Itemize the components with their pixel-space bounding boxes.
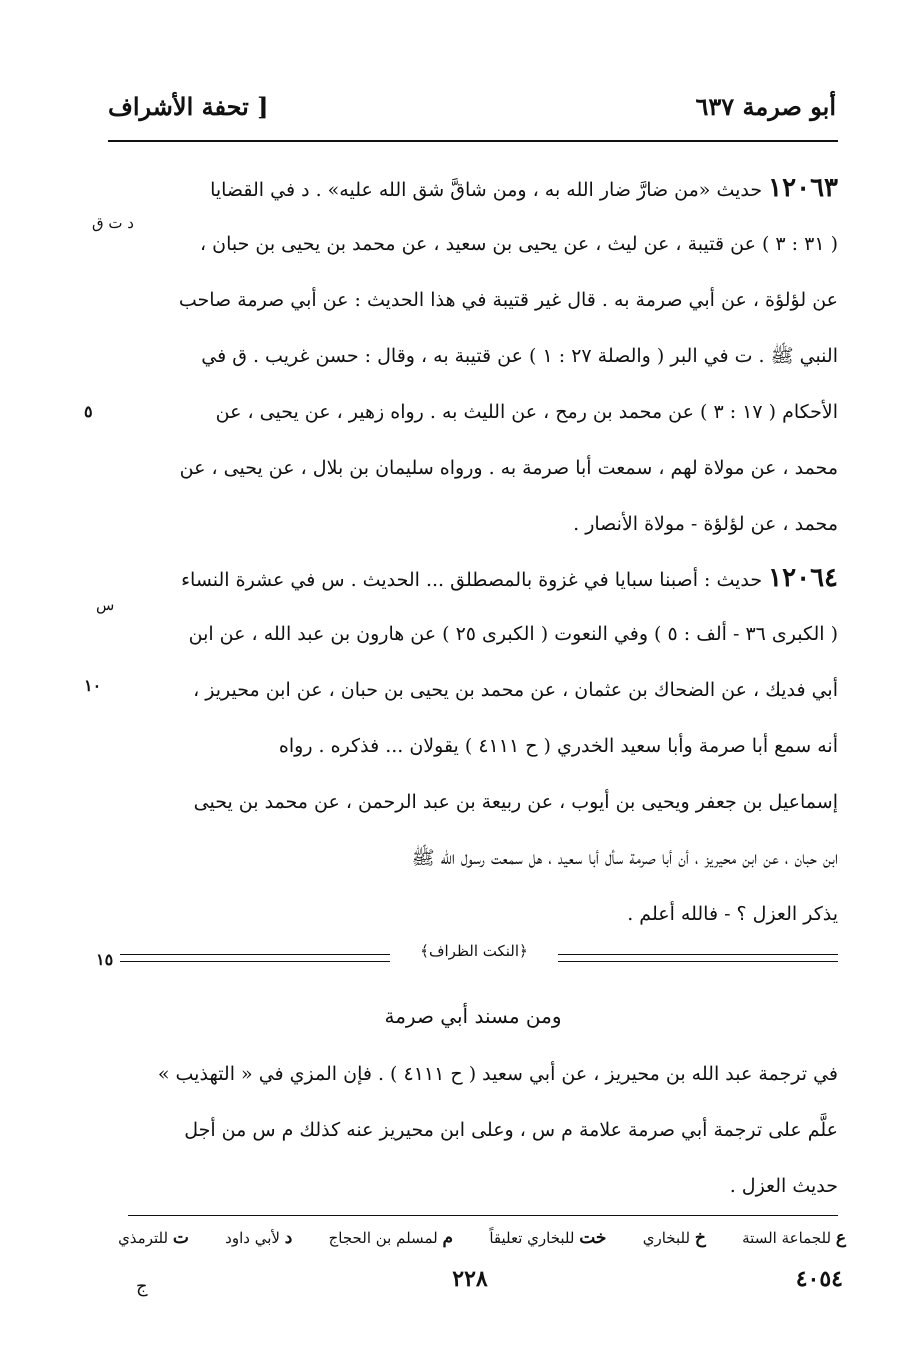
margin-number-15: ١٥ <box>96 950 114 969</box>
abbrev-item: د لأبي داود <box>225 1228 293 1248</box>
page-number: ٢٢٨ <box>452 1266 488 1292</box>
entry1-side-note: د ت ق <box>92 214 134 232</box>
abbrev-item: خ للبخاري <box>642 1228 706 1248</box>
entry1-line-2: ( ٣١ : ٣ ) عن قتيبة ، عن ليث ، عن يحيى بن سعيد ، عن محمد بن يحيى بن حبان ، <box>199 233 838 255</box>
entry2-line-5: إسماعيل بن جعفر ويحيى بن أيوب ، عن ربيعة بن عبد الرحمن ، عن محمد بن يحيى <box>193 791 838 813</box>
entry2-line-7: يذكر العزل ؟ - فالله أعلم . <box>627 903 838 925</box>
abbrev-item: خت للبخاري تعليقاً <box>489 1228 607 1248</box>
header-title-left: [ تحفة الأشراف <box>108 92 269 121</box>
section-line-2: علَّم على ترجمة أبي صرمة علامة م س ، وعلى ابن محيريز عنه كذلك م س من أجل <box>184 1119 838 1141</box>
entry1-line-5: الأحكام ( ١٧ : ٣ ) عن محمد بن رمح ، عن الليث به . رواه زهير ، عن يحيى ، عن <box>215 401 838 423</box>
section-body <box>108 1046 838 1214</box>
ornament-line-left <box>120 954 390 962</box>
footer-rule <box>128 1215 838 1216</box>
section-line-1: في ترجمة عبد الله بن محيريز ، عن أبي سعيد ( ح ٤١١١ ) . فإن المزي في « التهذيب » <box>157 1063 838 1085</box>
abbreviation-legend <box>118 1228 846 1248</box>
ornament-label: ﴿النكت الظراف﴾ <box>420 942 528 960</box>
entry1-line-3: عن لؤلؤة ، عن أبي صرمة به . قال غير قتيبة في هذا الحديث : عن أبي صرمة صاحب <box>178 289 838 311</box>
section-title: ومن مسند أبي صرمة <box>384 1004 562 1028</box>
entry-12063 <box>108 160 838 552</box>
abbrev-item: م لمسلم بن الحجاج <box>328 1228 453 1248</box>
entry1-number: ١٢٠٦٣ <box>768 173 838 203</box>
margin-number-10: ١٠ <box>84 676 102 695</box>
ornament-divider <box>120 942 838 972</box>
entry2-line-6: ابن حبان ، عن ابن محيريز ، أن أبا صرمة سأل أبا سعيد ، هل سمعت رسول الله ﷺ <box>411 847 838 869</box>
header-title-right: أبو صرمة ٦٣٧ <box>695 92 836 121</box>
entry2-line-1: ١٢٠٦٤ حديث : أصبنا سبايا في غزوة بالمصطلق ... الحديث . س في عشرة النساء <box>181 563 838 593</box>
entry2-line-4: أنه سمع أبا صرمة وأبا سعيد الخدري ( ح ٤١١١ ) يقولان ... فذكره . رواه <box>278 735 838 757</box>
entry2-line-3: أبي فديك ، عن الضحاك بن عثمان ، عن محمد بن يحيى بن حبان ، عن ابن محيريز ، <box>193 679 838 701</box>
entry2-line-2: ( الكبرى ٣٦ - ألف : ٥ ) وفي النعوت ( الكبرى ٢٥ ) عن هارون بن عبد الله ، عن ابن <box>188 623 838 645</box>
section-line-3: حديث العزل . <box>729 1175 838 1197</box>
abbrev-item: ع للجماعة الستة <box>742 1228 846 1248</box>
entry1-line-4: النبي ﷺ . ت في البر ( والصلة ٢٧ : ١ ) عن قتيبة به ، وقال : حسن غريب . ق في <box>201 345 838 367</box>
ornament-line-right <box>558 954 838 962</box>
volume-code: ٤٠٥٤ <box>795 1266 843 1292</box>
entry2-number: ١٢٠٦٤ <box>768 563 838 593</box>
entry1-line-6: محمد ، عن مولاة لهم ، سمعت أبا صرمة به . ورواه سليمان بن بلال ، عن يحيى ، عن <box>179 457 838 479</box>
running-header <box>108 92 836 132</box>
entry1-line-7: محمد ، عن لؤلؤة - مولاة الأنصار . <box>573 513 838 535</box>
entry1-line-1: ١٢٠٦٣ حديث «من ضارَّ ضار الله به ، ومن شاقَّ شق الله عليه» . د في القضايا <box>210 173 838 203</box>
header-rule <box>108 140 838 142</box>
margin-number-5: ٥ <box>84 402 93 421</box>
abbrev-item: ت للترمذي <box>118 1228 189 1248</box>
entry2-side-note: س <box>96 596 115 614</box>
entry-12064 <box>108 550 838 942</box>
printer-signature: ج <box>136 1276 148 1297</box>
